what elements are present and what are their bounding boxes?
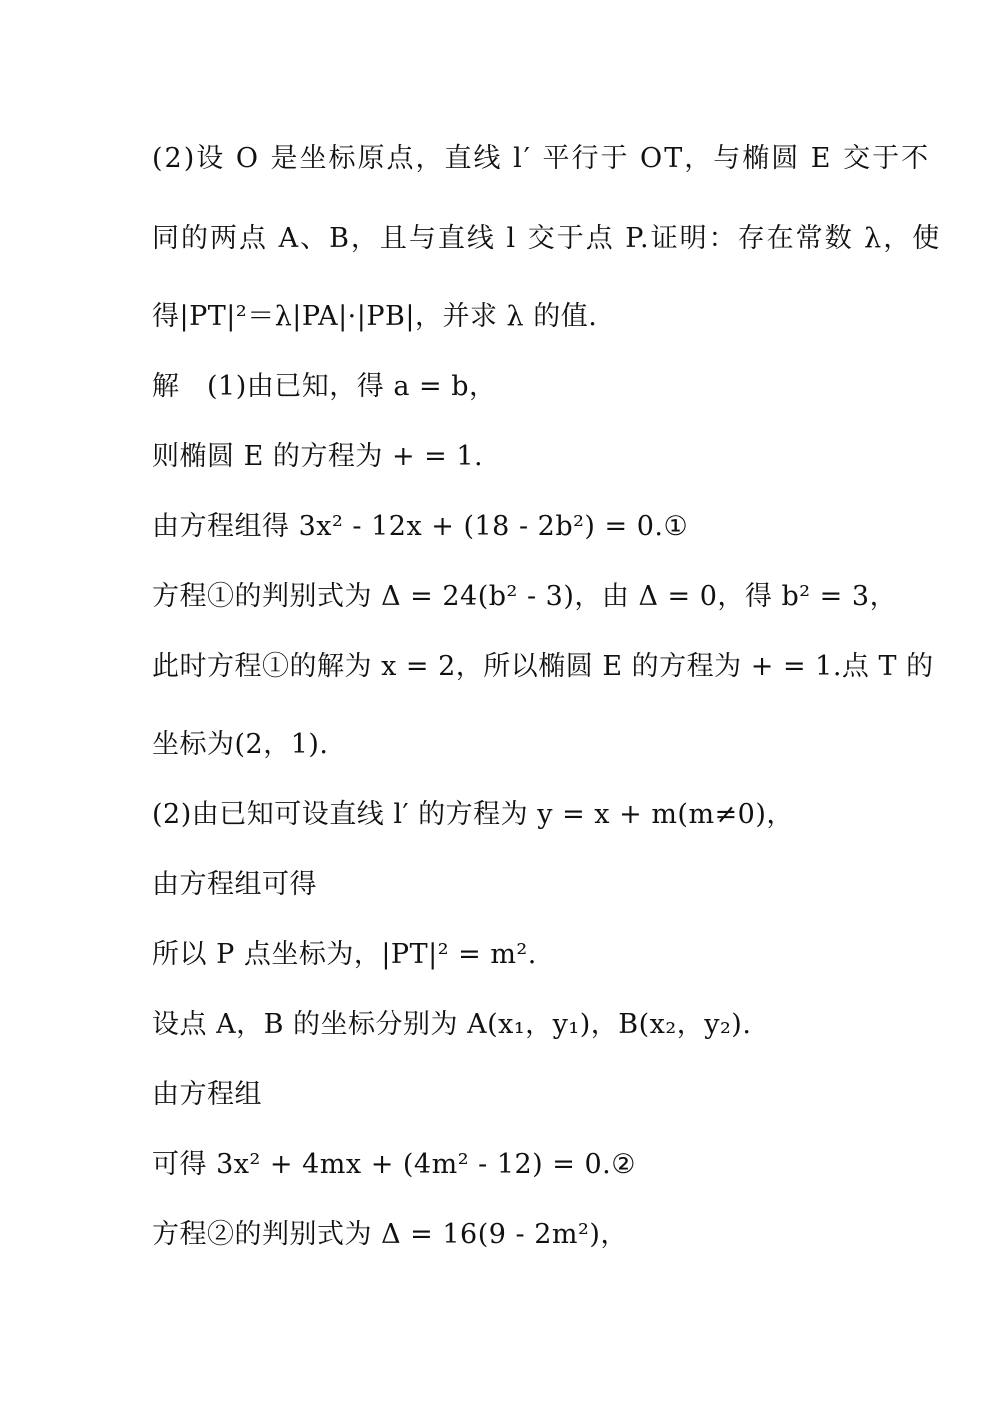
text-line-9: 坐标为(2，1).: [152, 729, 329, 760]
text-line-1: (2)设 O 是坐标原点，直线 l′ 平行于 OT，与椭圆 E 交于不: [152, 143, 931, 174]
text-line-7: 方程①的判别式为 Δ = 24(b² - 3)，由 Δ = 0，得 b² = 3，: [152, 581, 898, 612]
text-line-4: 解 (1)由已知，得 a = b，: [152, 371, 497, 402]
text-line-15: 可得 3x² + 4mx + (4m² - 12) = 0.②: [152, 1149, 636, 1180]
text-line-14: 由方程组: [152, 1079, 262, 1110]
text-line-16: 方程②的判别式为 Δ = 16(9 - 2m²)，: [152, 1219, 628, 1250]
text-line-3: 得|PT|²＝λ|PA|·|PB|，并求 λ 的值.: [152, 301, 598, 332]
text-line-13: 设点 A，B 的坐标分别为 A(x₁，y₁)，B(x₂，y₂).: [152, 1009, 752, 1040]
text-line-8: 此时方程①的解为 x = 2，所以椭圆 E 的方程为 + = 1.点 T 的: [152, 651, 934, 682]
text-line-5: 则椭圆 E 的方程为 + = 1.: [152, 441, 484, 472]
text-line-10: (2)由已知可设直线 l′ 的方程为 y = x + m(m≠0)，: [152, 799, 794, 830]
text-line-11: 由方程组可得: [152, 869, 317, 900]
text-line-2: 同的两点 A、B，且与直线 l 交于点 P.证明：存在常数 λ，使: [152, 223, 942, 254]
text-line-12: 所以 P 点坐标为，|PT|² = m².: [152, 939, 537, 970]
text-line-6: 由方程组得 3x² - 12x + (18 - 2b²) = 0.①: [152, 511, 689, 542]
